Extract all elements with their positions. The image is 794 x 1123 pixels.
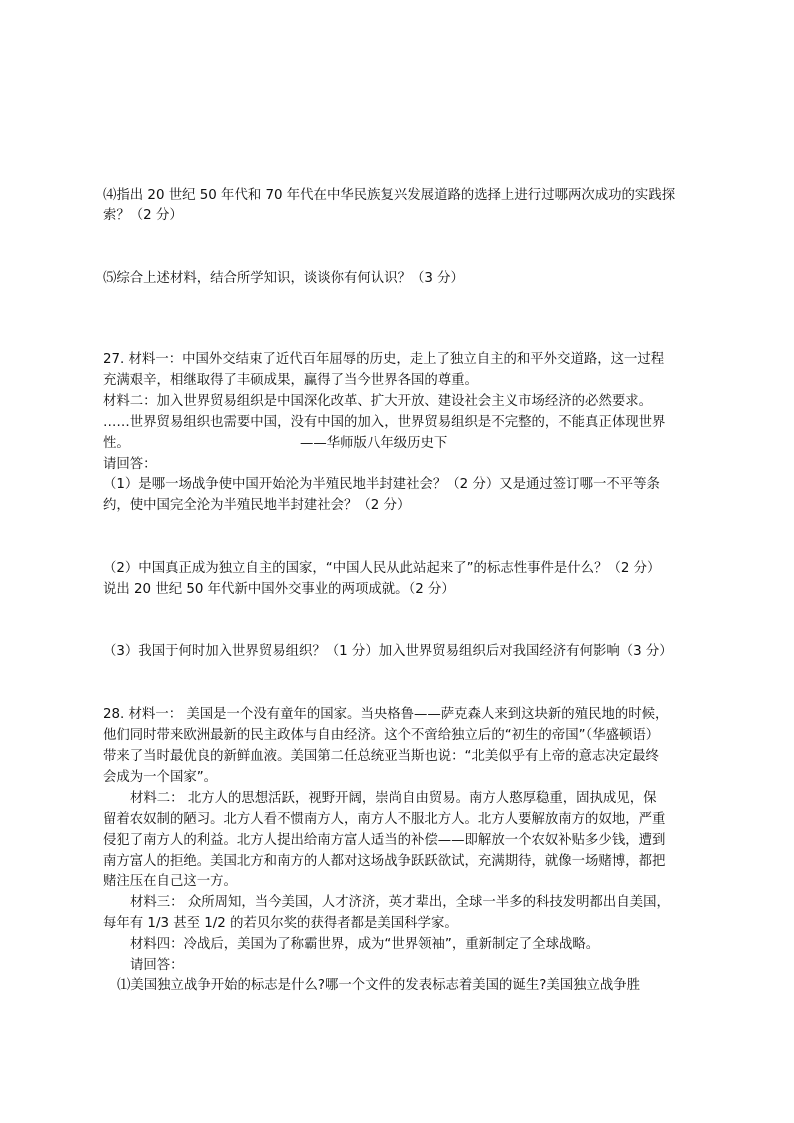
q28-material1-line3: 带来了当时最优良的新鲜血液。美国第二任总统亚当斯也说：“北美似乎有上帝的意志决定最终 bbox=[103, 749, 659, 764]
q27-answer-prompt: 请回答： bbox=[103, 457, 157, 472]
q26-part4-line1: ⑷指出 20 世纪 50 年代和 70 年代在中华民族复兴发展道路的选择上进行过哪两次成功的实践探 bbox=[103, 188, 676, 203]
q28-question1: ⑴美国独立战争开始的标志是什么?哪一个文件的发表标志着美国的诞生?美国独立战争胜 bbox=[117, 978, 641, 993]
q27-material1-line2: 充满艰辛，相继取得了丰硕成果，赢得了当今世界各国的尊重。 bbox=[103, 373, 478, 388]
q26-part5: ⑸综合上述材料，结合所学知识，谈谈你有何认识？（3 分） bbox=[103, 271, 464, 286]
q27-material2-line2: ……世界贸易组织也需要中国，没有中国的加入，世界贸易组织是不完整的，不能真正体现世界 bbox=[103, 415, 666, 430]
q27-question1-line1: （1）是哪一场战争使中国开始沦为半殖民地半封建社会？（2 分）又是通过签订哪一不平等条 bbox=[103, 477, 660, 492]
q26-part4-line2: 索？（2 分） bbox=[103, 208, 183, 223]
q27-material1-line1: 27. 材料一：中国外交结束了近代百年屈辱的历史，走上了独立自主的和平外交道路，这一过程 bbox=[103, 352, 665, 367]
q28-material4: 材料四：冷战后，美国为了称霸世界，成为“世界领袖”，重新制定了全球战略。 bbox=[130, 937, 600, 952]
q28-material3-line2: 每年有 1/3 甚至 1/2 的若贝尔奖的获得者都是美国科学家。 bbox=[103, 916, 458, 931]
q28-material1-line1: 28. 材料一： 美国是一个没有童年的国家。当央格鲁——萨克森人来到这块新的殖民地的时候， bbox=[103, 707, 669, 722]
q27-question2-line1: （2）中国真正成为独立自主的国家，“中国人民从此站起来了”的标志性事件是什么？（2 分） bbox=[103, 561, 661, 576]
q27-question3: （3）我国于何时加入世界贸易组织？（1 分）加入世界贸易组织后对我国经济有何影响（3 分） bbox=[103, 644, 673, 659]
q27-material2-line3: 性。 bbox=[103, 436, 130, 451]
q28-material2-line3: 侵犯了南方人的利益。北方人提出给南方富人适当的补偿——即解放一个农奴补贴多少钱，遭到 bbox=[103, 833, 666, 848]
q28-material3-line1: 材料三： 众所周知，当今美国，人才济济，英才辈出，全球一半多的科技发明都出自美国， bbox=[130, 895, 670, 910]
q28-answer-prompt: 请回答： bbox=[130, 958, 184, 973]
q28-material2-line4: 南方富人的拒绝。美国北方和南方的人都对这场战争跃跃欲试，充满期待，就像一场赌博，都把 bbox=[103, 854, 666, 869]
q28-material1-line2: 他们同时带来欧洲最新的民主政体与自由经济。这个不啻给独立后的“初生的帝国”（华盛顿语） bbox=[103, 728, 660, 743]
q27-question2-line2: 说出 20 世纪 50 年代新中国外交事业的两项成就。（2 分） bbox=[103, 582, 455, 597]
q28-material2-line2: 留着农奴制的陋习。北方人看不惯南方人，南方人不服北方人。北方人要解放南方的奴地，严重 bbox=[103, 812, 666, 827]
q27-material2-line1: 材料二：加入世界贸易组织是中国深化改革、扩大开放、建设社会主义市场经济的必然要求。 bbox=[103, 394, 653, 409]
q28-material1-line4: 会成为一个国家”。 bbox=[103, 770, 218, 785]
q28-material2-line5: 赌注压在自己这一方。 bbox=[103, 874, 237, 889]
q27-question1-line2: 约，使中国完全沦为半殖民地半封建社会？（2 分） bbox=[103, 498, 411, 513]
q28-material2-line1: 材料二： 北方人的思想活跃，视野开阔，崇尚自由贸易。南方人憨厚稳重，固执成见，保 bbox=[130, 791, 657, 806]
q27-citation: ——华师版八年级历史下 bbox=[300, 436, 448, 451]
